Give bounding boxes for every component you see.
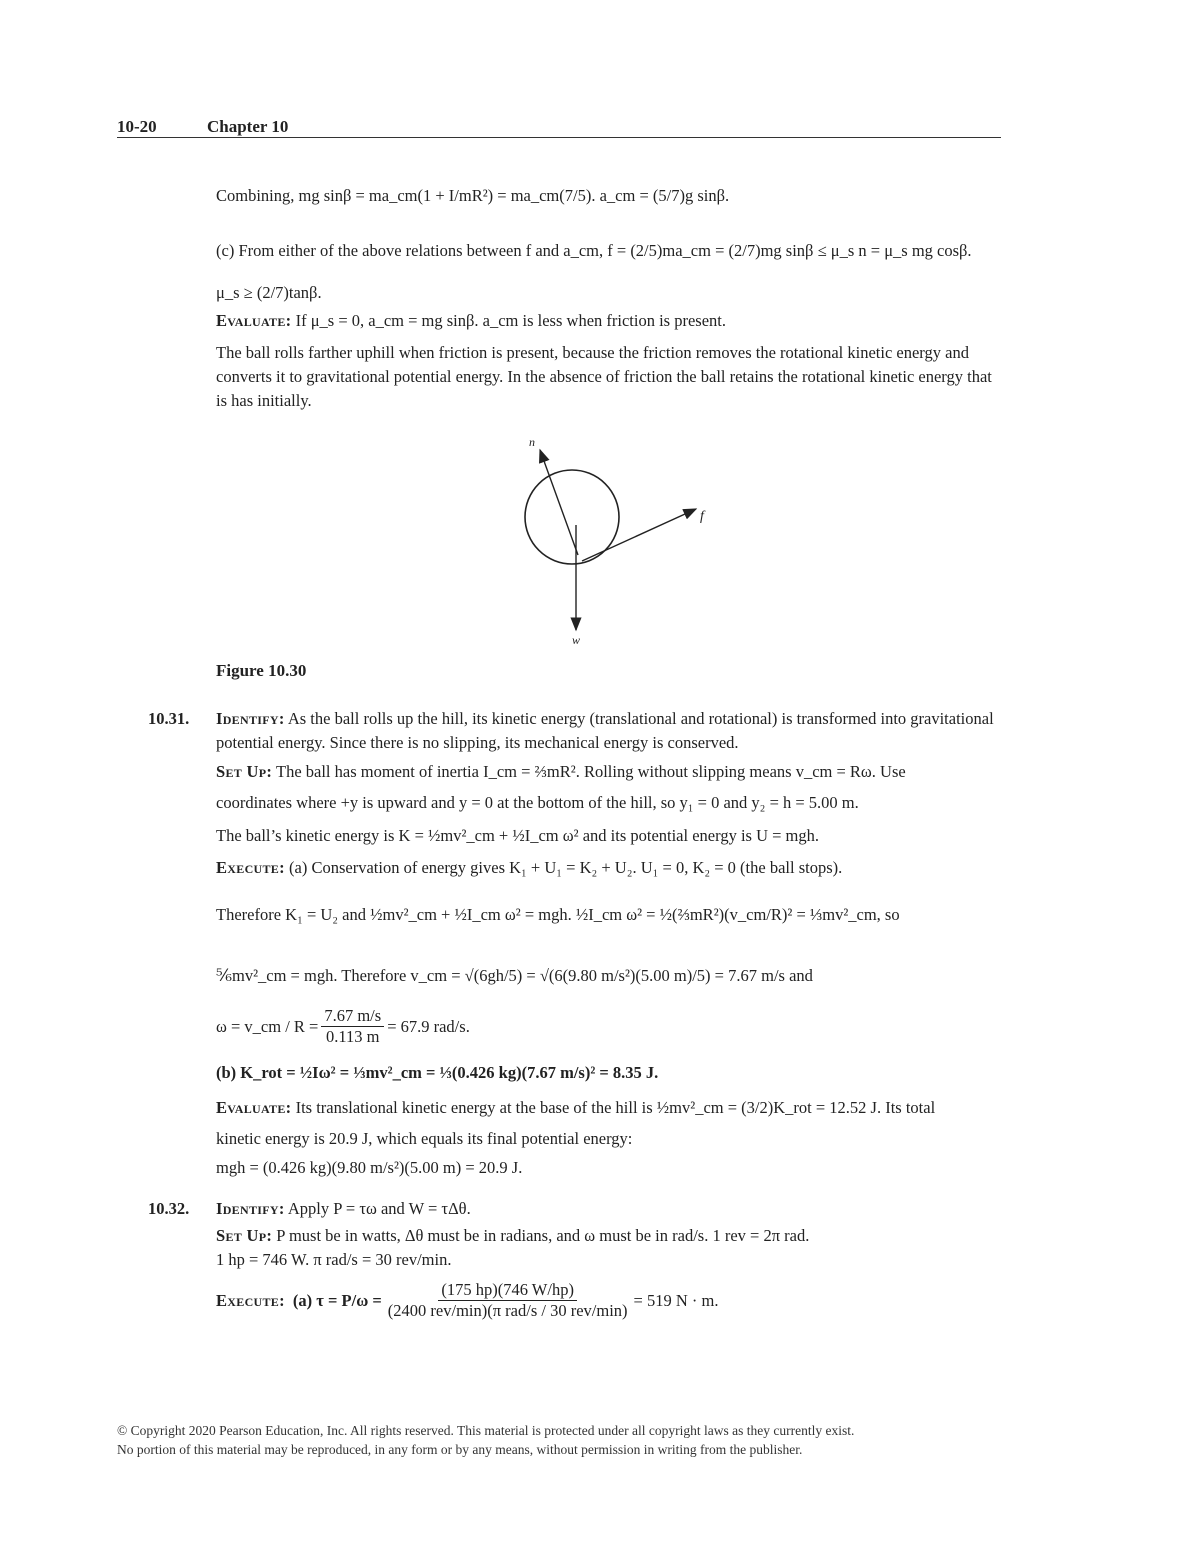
p1031-evaluate-line3: mgh = (0.426 kg)(9.80 m/s²)(5.00 m) = 20.9 J. xyxy=(216,1158,523,1177)
omega-lhs: ω = v_cm / R = xyxy=(216,1016,319,1036)
figure-caption: Figure 10.30 xyxy=(216,661,307,680)
omega-equation xyxy=(216,1006,470,1047)
omega-result: = 67.9 rad/s. xyxy=(387,1016,470,1036)
free-body-diagram xyxy=(500,430,730,650)
part-c-equation: (c) From either of the above relations between f and a_cm, f = (2/5)ma_cm = (2/7)mg sinβ ≤ μ_s n = μ_s mg cosβ. xyxy=(216,241,972,260)
p1031-setup-text1: The ball has moment of inertia I_cm = ⅔mR². Rolling without slipping means v_cm = Rω. Use xyxy=(275,762,906,781)
friction-arrow xyxy=(582,509,696,561)
torque-result: = 519 N · m. xyxy=(633,1290,719,1310)
p1032-execute-label: Execute: xyxy=(216,1290,285,1310)
p1032-identify xyxy=(216,1199,471,1219)
p1031-setup-line1 xyxy=(216,762,906,782)
p1032-setup-text1: P must be in watts, Δθ must be in radians, and ω must be in rad/s. 1 rev = 2π rad. xyxy=(276,1226,810,1245)
page-number: 10-20 xyxy=(117,117,157,136)
p1031-evaluate-line2: kinetic energy is 20.9 J, which equals its final potential energy: xyxy=(216,1129,633,1148)
p1031-evaluate-line1 xyxy=(216,1098,935,1118)
copyright-line1: © Copyright 2020 Pearson Education, Inc. All rights reserved. This material is protected under all copyright laws as they currently exist. xyxy=(117,1423,855,1438)
p1031-execute-label: Execute: xyxy=(216,858,285,877)
p1031-setup-line2: coordinates where +y is upward and y = 0 at the bottom of the hill, so y₁ = 0 and y₂ = h = 5.00 m. xyxy=(216,793,859,812)
evaluate-label: Evaluate: xyxy=(216,311,292,330)
label-n: n xyxy=(529,435,535,449)
evaluate-paragraph: The ball rolls farther uphill when friction is present, because the friction removes the rotational kinetic energy and converts it to gravitational potential energy. In the absence of friction the ball retains the rotational kinetic energy that is has initially. xyxy=(216,343,992,410)
omega-numerator: 7.67 m/s xyxy=(321,1006,384,1027)
omega-fraction xyxy=(321,1006,384,1047)
p1031-identify-text: As the ball rolls up the hill, its kinetic energy (translational and rotational) is transformed into gravitational potential energy. Since there is no slipping, its mechanical energy is conserved. xyxy=(216,709,994,752)
chapter-title: Chapter 10 xyxy=(207,117,289,136)
problem-10-31-number: 10.31. xyxy=(148,709,190,728)
p1032-setup-label: Set Up: xyxy=(216,1226,273,1245)
torque-fraction xyxy=(385,1280,631,1321)
p1031-execute-line1 xyxy=(216,858,842,878)
p1032-setup-line1 xyxy=(216,1226,809,1246)
copyright-line2: No portion of this material may be reproduced, in any form or by any means, without permission in writing from the publisher. xyxy=(117,1442,803,1457)
problem-10-32-number: 10.32. xyxy=(148,1199,190,1218)
normal-force-arrow xyxy=(540,450,578,555)
p1031-execute-line3: ⅚mv²_cm = mgh. Therefore v_cm = √(6gh/5) = √(6(9.80 m/s²)(5.00 m)/5) = 7.67 m/s and xyxy=(216,966,813,985)
p1031-execute-line2: Therefore K₁ = U₂ and ½mv²_cm + ½I_cm ω² = mgh. ½I_cm ω² = ½(⅔mR²)(v_cm/R)² = ⅓mv²_cm, so xyxy=(216,905,900,924)
torque-equation xyxy=(216,1280,718,1321)
p1031-setup-line3: The ball’s kinetic energy is K = ½mv²_cm + ½I_cm ω² and its potential energy is U = mgh. xyxy=(216,826,819,845)
mu-s-result: μ_s ≥ (2/7)tanβ. xyxy=(216,283,322,302)
p1031-setup-label: Set Up: xyxy=(216,762,273,781)
label-w: w xyxy=(572,633,581,647)
p1031-evaluate-text1: Its translational kinetic energy at the base of the hill is ½mv²_cm = (3/2)K_rot = 12.52 J. Its total xyxy=(295,1098,936,1117)
p1032-identify-text: Apply P = τω and W = τΔθ. xyxy=(287,1199,471,1218)
p1031-part-b: (b) K_rot = ½Iω² = ⅓mv²_cm = ⅓(0.426 kg)(7.67 m/s)² = 8.35 J. xyxy=(216,1063,659,1082)
header-rule xyxy=(117,137,1001,138)
p1032-setup-line2: 1 hp = 746 W. π rad/s = 30 rev/min. xyxy=(216,1250,452,1269)
omega-denominator: 0.113 m xyxy=(326,1027,380,1046)
evaluate-equation: If μ_s = 0, a_cm = mg sinβ. a_cm is less when friction is present. xyxy=(295,311,726,330)
torque-numerator: (175 hp)(746 W/hp) xyxy=(438,1280,577,1301)
evaluate-line xyxy=(216,311,726,331)
label-f: f xyxy=(700,509,704,524)
p1031-evaluate-label: Evaluate: xyxy=(216,1098,292,1117)
torque-denominator: (2400 rev/min)(π rad/s / 30 rev/min) xyxy=(387,1301,628,1320)
p1032-execute-part: (a) τ = P/ω = xyxy=(292,1290,382,1310)
p1031-identify-label: Identify: xyxy=(216,709,285,728)
p1031-execute-text1: (a) Conservation of energy gives K₁ + U₁ = K₂ + U₂. U₁ = 0, K₂ = 0 (the ball stops). xyxy=(289,858,843,877)
p1032-identify-label: Identify: xyxy=(216,1199,285,1218)
p1031-identify xyxy=(216,707,1006,755)
combining-equation: Combining, mg sinβ = ma_cm(1 + I/mR²) = ma_cm(7/5). a_cm = (5/7)g sinβ. xyxy=(216,186,730,205)
